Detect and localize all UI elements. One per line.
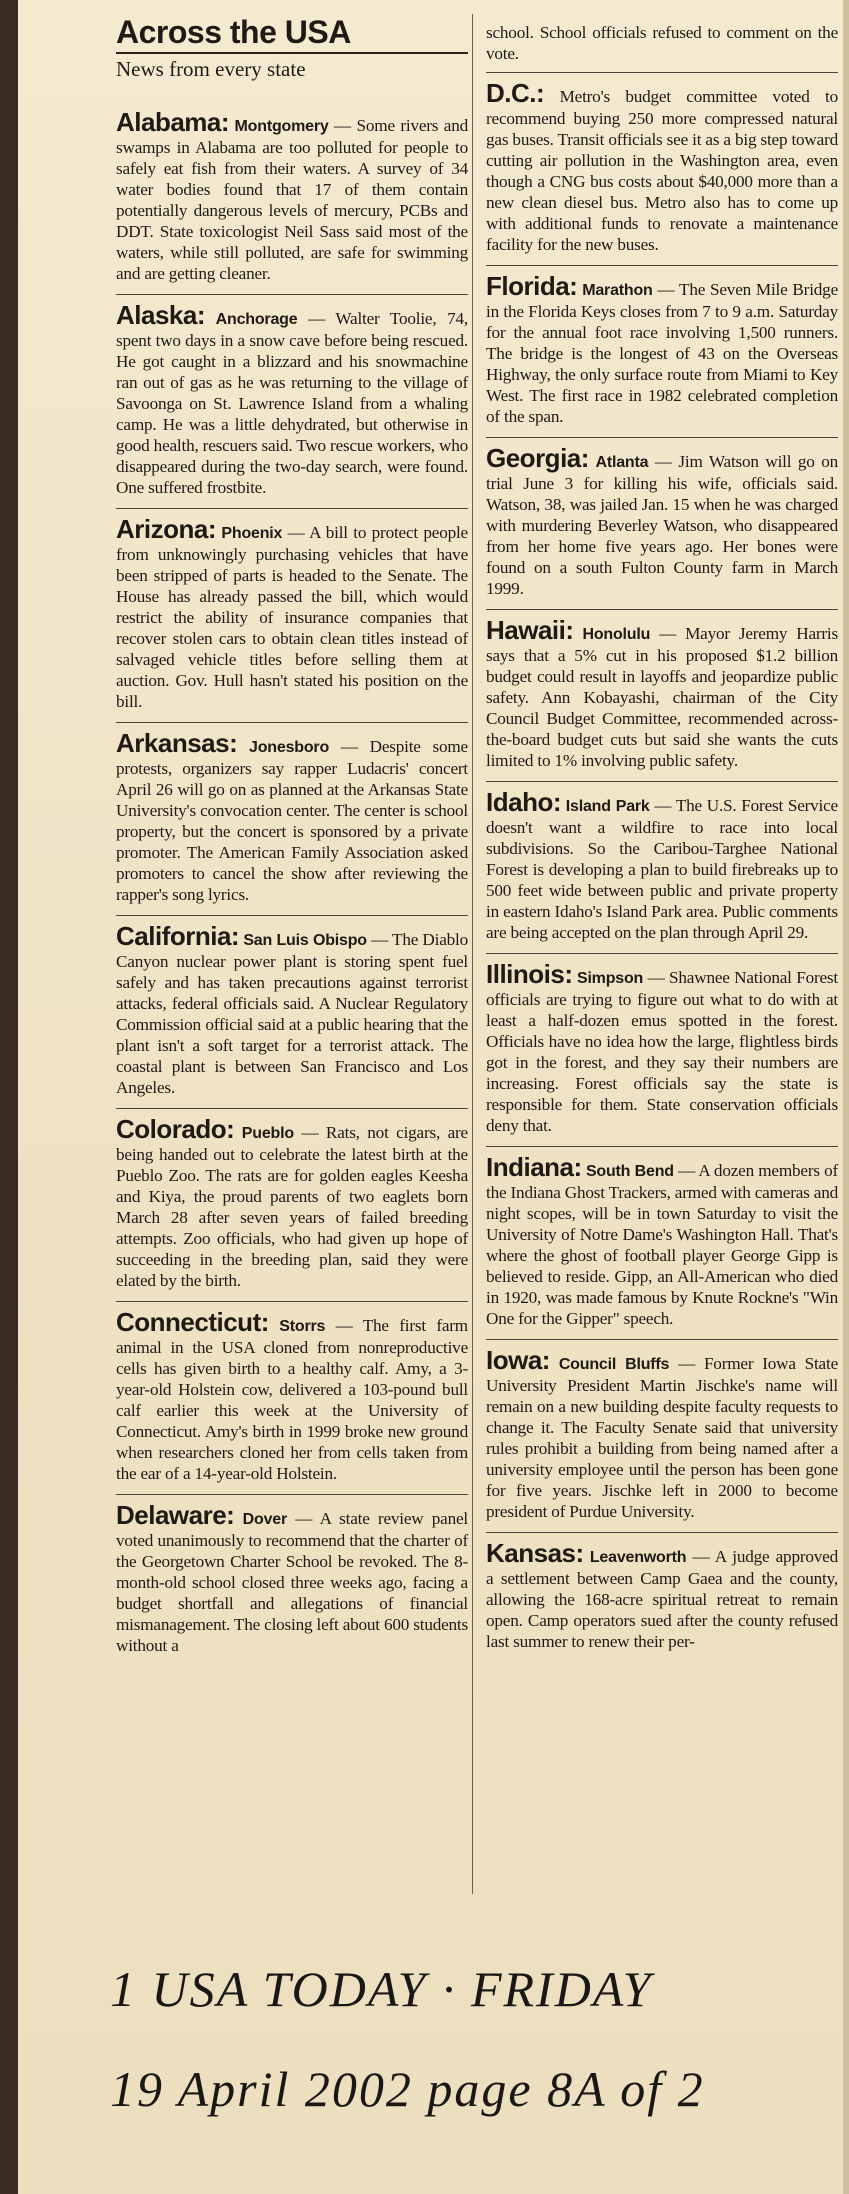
state-name: Idaho: bbox=[486, 787, 561, 817]
brief-text bbox=[486, 787, 838, 943]
state-name: Florida: bbox=[486, 271, 578, 301]
brief-body: — A dozen members of the Indiana Ghost Trackers, armed with cameras and night scopes, will be in town Saturday to visit the University of Notre Dame's Washington Hall. That's where the ghost of football player George Gipp is believed to reside. Gipp, an All-American who died in 1920, was made famous by Knute Rockne's "Win One for the Gipper" speech. bbox=[486, 1161, 838, 1328]
continuation-text: school. School officials refused to comment on the vote. bbox=[486, 23, 838, 63]
city-name: Simpson bbox=[576, 970, 644, 987]
brief-text bbox=[486, 959, 838, 1136]
brief-text bbox=[116, 107, 468, 284]
state-brief bbox=[486, 787, 838, 954]
state-name: D.C.: bbox=[486, 78, 545, 108]
state-brief bbox=[486, 1538, 838, 1662]
brief-text bbox=[116, 921, 468, 1098]
state-name: Colorado: bbox=[116, 1114, 235, 1144]
brief-text bbox=[116, 1114, 468, 1291]
brief-body: — Shawnee National Forest officials are trying to figure out what to do with at least a half-dozen emus spotted in the forest. Officials have no idea how the large, flightless birds got in the forest, and they say their numbers are increasing. Forest officials say the state is responsible for them. State conservation officials deny that. bbox=[486, 968, 838, 1135]
city-name: Phoenix bbox=[221, 525, 283, 542]
brief-body: — Walter Toolie, 74, spent two days in a snow cave before being rescued. He got caught in a blizzard and his snowmachine ran out of gas as he was returning to the village of Savoonga on St. Lawrence Island from a whaling camp. He was a little dehydrated, but otherwise in good health, rescuers said. Two rescue workers, who disappeared during the two-day search, were found. One suffered frostbite. bbox=[116, 309, 468, 497]
city-name: Marathon bbox=[582, 282, 653, 299]
masthead bbox=[116, 14, 468, 82]
state-name: Illinois: bbox=[486, 959, 573, 989]
state-brief bbox=[116, 1500, 468, 1666]
city-name: Jonesboro bbox=[249, 739, 330, 756]
city-name: Island Park bbox=[565, 798, 650, 815]
city-name: Storrs bbox=[279, 1318, 326, 1335]
scan-edge-right bbox=[843, 0, 849, 2194]
right-stories bbox=[486, 78, 838, 1662]
state-brief bbox=[486, 959, 838, 1147]
state-brief bbox=[116, 728, 468, 916]
state-name: California: bbox=[116, 921, 240, 951]
handwritten-source-note: 1 USA TODAY · FRIDAY bbox=[110, 1961, 653, 2017]
city-name: Honolulu bbox=[582, 626, 651, 643]
state-name: Georgia: bbox=[486, 443, 589, 473]
state-brief bbox=[116, 921, 468, 1109]
brief-body: — Rats, not cigars, are being handed out to celebrate the latest birth at the Pueblo Zoo. The rats are for golden eagles Keesha and Kiya, the proud parents of two eaglets born March 28 after seven years of failed breeding attempts. Zoo officials, who had given up hope of succeeding in the breeding plan, said they were elated by the birth. bbox=[116, 1123, 468, 1290]
column-divider bbox=[472, 14, 473, 1894]
section-title: Across the USA bbox=[116, 14, 351, 50]
brief-text bbox=[116, 728, 468, 905]
city-name: Dover bbox=[242, 1511, 287, 1528]
state-brief bbox=[486, 1152, 838, 1340]
left-stories bbox=[116, 107, 468, 1666]
brief-body: — A bill to protect people from unknowingly purchasing vehicles that have been stripped of parts is headed to the Senate. The House has already passed the bill, which would restrict the ability of insurance companies that recover stolen cars to obtain clean titles instead of salvaged vehicle titles before selling them at auction. Gov. Hull hasn't stated his position on the bill. bbox=[116, 523, 468, 711]
state-name: Arkansas: bbox=[116, 728, 238, 758]
right-column bbox=[486, 0, 838, 1672]
left-column bbox=[116, 0, 468, 1676]
city-name: Leavenworth bbox=[589, 1549, 687, 1566]
brief-body: — The U.S. Forest Service doesn't want a wildfire to race into local subdivisions. So the Caribou-Targhee National Forest is developing a plan to build firebreaks up to 500 feet wide between public and private property in eastern Idaho's Island Park area. Public comments are being accepted on the plan through April 29. bbox=[486, 796, 838, 942]
brief-text bbox=[486, 443, 838, 599]
state-name: Alaska: bbox=[116, 300, 205, 330]
state-brief bbox=[486, 443, 838, 610]
brief-text bbox=[486, 1152, 838, 1329]
state-brief bbox=[116, 300, 468, 509]
city-name: Pueblo bbox=[241, 1125, 294, 1142]
state-name: Delaware: bbox=[116, 1500, 235, 1530]
brief-body: — A judge approved a settlement between Camp Gaea and the county, allowing the 168-acre spiritual retreat to remain open. Camp operators sued after the county refused last summer to renew their per- bbox=[486, 1547, 838, 1651]
brief-body: — Despite some protests, organizers say rapper Ludacris' concert April 26 will go on as planned at the Arkansas State University's convocation center. The center is school property, but the concert is sponsored by a private promoter. The American Family Association asked promoters to cancel the show after reviewing the rapper's song lyrics. bbox=[116, 737, 468, 904]
state-name: Indiana: bbox=[486, 1152, 582, 1182]
brief-body: — Some rivers and swamps in Alabama are too polluted for people to safely eat fish from their waters. A survey of 34 water bodies found that 17 of them contain potentially dangerous levels of mercury, PCBs and DDT. State toxicologist Neil Sass said most of the waters, while still polluted, are safe for swimming and are getting cleaner. bbox=[116, 116, 468, 283]
state-name: Iowa: bbox=[486, 1345, 550, 1375]
section-subtitle: News from every state bbox=[116, 52, 468, 82]
brief-body: — The first farm animal in the USA cloned from nonreproductive cells has given birth to a healthy calf. Amy, a 3-year-old Holstein cow, delivered a 103-pound bull calf earlier this week at the University of Connecticut. Amy's birth in 1999 broke new ground when researchers cloned her from cells taken from the ear of a 14-year-old Holstein. bbox=[116, 1316, 468, 1483]
state-name: Arizona: bbox=[116, 514, 216, 544]
brief-text bbox=[486, 1345, 838, 1522]
state-name: Alabama: bbox=[116, 107, 230, 137]
brief-body: — Former Iowa State University President Martin Jischke's name will remain on a new building despite faculty requests to change it. The Faculty Senate said that university rules prohibit a building from being named after a university employee until the person has been gone for five years. Jischke left in 2000 to become president of Purdue University. bbox=[486, 1354, 838, 1521]
brief-body: — The Seven Mile Bridge in the Florida Keys closes from 7 to 9 a.m. Saturday for the annual foot race involving 1,500 runners. The bridge is the longest of 43 on the Overseas Highway, the only surface route from Miami to Key West. The first race in 1982 celebrated completion of the span. bbox=[486, 280, 838, 426]
state-brief bbox=[116, 107, 468, 295]
state-brief bbox=[486, 271, 838, 438]
brief-body: — Jim Watson will go on trial June 3 for killing his wife, officials said. Watson, 38, was jailed Jan. 15 when he was charged with murdering Beverley Watson, who disappeared from her home five years ago. Her bones were found on a south Fulton County farm in March 1999. bbox=[486, 452, 838, 598]
state-brief bbox=[486, 615, 838, 782]
city-name: Anchorage bbox=[215, 311, 298, 328]
brief-text bbox=[486, 78, 838, 255]
city-name: San Luis Obispo bbox=[243, 932, 367, 949]
state-brief bbox=[486, 1345, 838, 1533]
state-name: Connecticut: bbox=[116, 1307, 269, 1337]
city-name: Atlanta bbox=[595, 454, 649, 471]
brief-text bbox=[486, 615, 838, 771]
brief-text bbox=[116, 1307, 468, 1484]
state-brief bbox=[116, 514, 468, 723]
brief-text bbox=[116, 1500, 468, 1656]
city-name: Council Bluffs bbox=[558, 1356, 670, 1373]
state-name: Hawaii: bbox=[486, 615, 574, 645]
state-name: Kansas: bbox=[486, 1538, 584, 1568]
brief-body: Metro's budget committee voted to recommend buying 250 more compressed natural gas buses. Transit officials see it as a big step toward cutting air pollution in the Washington area, even though a CNG bus costs about $40,000 more than a new clean diesel bus. Metro also has to come up with additional funds to renovate a maintenance facility for the new buses. bbox=[486, 87, 838, 254]
city-name: South Bend bbox=[585, 1163, 674, 1180]
brief-text bbox=[486, 271, 838, 427]
brief-text bbox=[116, 514, 468, 712]
brief-text bbox=[116, 300, 468, 498]
state-brief bbox=[116, 1307, 468, 1495]
brief-body: — The Diablo Canyon nuclear power plant is storing spent fuel safely and has taken precautions against terrorist attacks, federal officials said. A Nuclear Regulatory Commission official said at a public hearing that the plant isn't a soft target for a terrorist attack. The coastal plant is between San Francisco and Los Angeles. bbox=[116, 930, 468, 1097]
brief-text bbox=[486, 1538, 838, 1652]
state-brief bbox=[116, 1114, 468, 1302]
handwritten-date-note: 19 April 2002 page 8A of 2 bbox=[110, 2061, 705, 2117]
brief-body: — Mayor Jeremy Harris says that a 5% cut in his proposed $1.2 billion budget could result in layoffs and jeopardize public safety. Ann Kobayashi, chairman of the City Council Budget Committee, recommended across-the-board budget cuts but said she wants the cuts limited to 1% involving public safety. bbox=[486, 624, 838, 770]
city-name: Montgomery bbox=[234, 118, 329, 135]
brief-body: — A state review panel voted unanimously to recommend that the charter of the Georgetown Charter School be revoked. The 8-month-old school closed three weeks ago, facing a budget shortfall and allegations of financial mismanagement. The closing left about 600 students without a bbox=[116, 1509, 468, 1655]
state-brief bbox=[486, 78, 838, 266]
delaware-continuation bbox=[486, 22, 838, 73]
scan-edge-left bbox=[0, 0, 18, 2194]
